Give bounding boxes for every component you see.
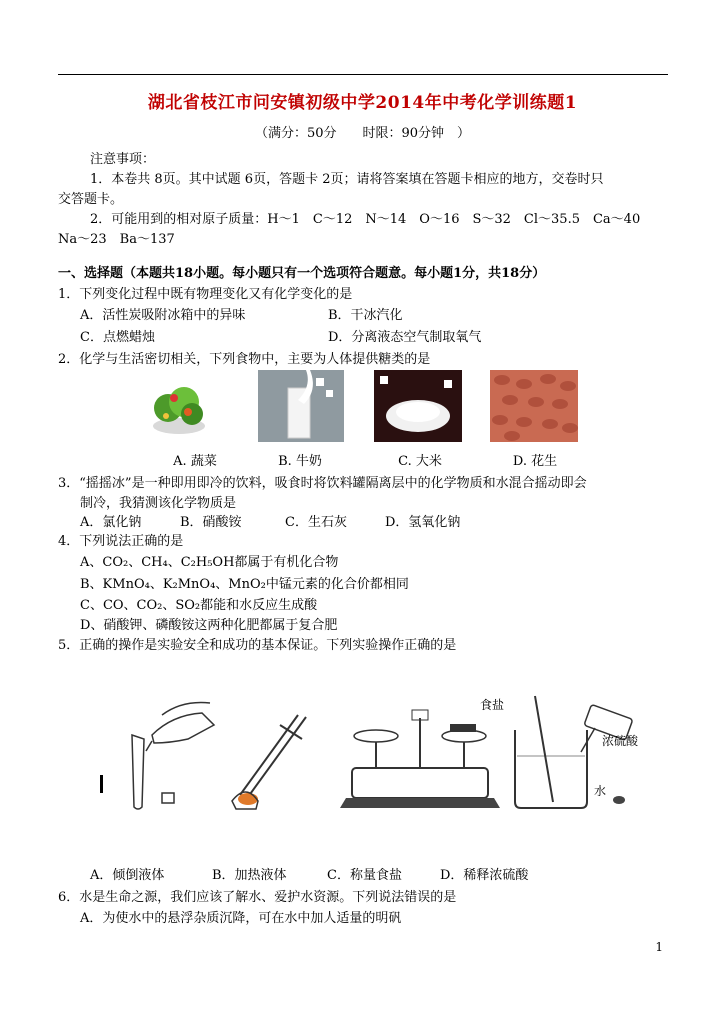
question-stem: 制冷，我猜测该化学物质是 [80, 496, 237, 511]
question-stem: 1．下列变化过程中既有物理变化又有化学变化的是 [58, 287, 353, 302]
notes-heading: 注意事项： [90, 152, 156, 167]
option-a-caption: A. 蔬菜 [173, 454, 217, 469]
option: A．活性炭吸附冰箱中的异味 [80, 308, 246, 323]
option: B．加热液体 [212, 868, 287, 883]
option: D．稀释浓硫酸 [440, 868, 529, 883]
option: A、CO₂、CH₄、C₂H₅OH都属于有机化合物 [80, 555, 339, 570]
acid-label: 浓硫酸 [602, 734, 639, 748]
milk-image [258, 370, 344, 442]
option: C．称量食盐 [327, 868, 402, 883]
page-number: 1 [655, 940, 663, 954]
option: D、硝酸钾、磷酸铵这两种化肥都属于复合肥 [80, 618, 338, 633]
option: B、KMnO₄、K₂MnO₄、MnO₂中锰元素的化合价都相同 [80, 577, 409, 592]
option: A．氯化钠 [80, 515, 142, 530]
notes-line: 2．可能用到的相对原子质量：H～1 C～12 N～14 O～16 S～32 Cl～35.5 Ca～40 [90, 212, 641, 227]
rice-image [374, 370, 462, 442]
option: B．干冰汽化 [328, 308, 403, 323]
notes-line: 1．本卷共 8页。其中试题 6页，答题卡 2页；请将答案填在答题卡相应的地方，交卷时只 [90, 172, 604, 187]
water-label: 水 [594, 784, 607, 798]
peanuts-image [490, 370, 578, 442]
diluting-acid-drawing [505, 690, 645, 812]
option-b-caption: B. 牛奶 [278, 454, 322, 469]
pouring-liquid-drawing [92, 695, 222, 810]
question-stem: 5．正确的操作是实验安全和成功的基本保证。下列实验操作正确的是 [58, 638, 457, 653]
option: D．氢氧化钠 [385, 515, 461, 530]
balance-scale-drawing [340, 708, 500, 810]
option-c-caption: C. 大米 [398, 454, 442, 469]
question-stem: 3．“摇摇冰”是一种即用即冷的饮料，吸食时将饮料罐隔离层中的化学物质和水混合摇动即会 [58, 476, 587, 491]
section-heading: 一、选择题（本题共18小题。每小题只有一个选项符合题意。每小题1分，共18分） [58, 266, 546, 281]
exam-info: （满分：50分 时限：90分钟 ） [254, 126, 471, 141]
option: C．点燃蜡烛 [80, 330, 155, 345]
notes-line: Na～23 Ba～137 [58, 232, 175, 247]
page-title: 湖北省枝江市问安镇初级中学2014年中考化学训练题1 [147, 93, 578, 113]
header-rule [58, 74, 668, 75]
option: A．为使水中的悬浮杂质沉降，可在水中加人适量的明矾 [80, 911, 402, 926]
option: D．分离液态空气制取氧气 [328, 330, 482, 345]
question-stem: 6．水是生命之源，我们应该了解水、爱护水资源。下列说法错误的是 [58, 890, 457, 905]
option: C．生石灰 [285, 515, 347, 530]
option-d-caption: D. 花生 [512, 454, 558, 469]
notes-line: 交答题卡。 [58, 192, 124, 207]
option: B．硝酸铵 [180, 515, 242, 530]
heating-liquid-drawing [220, 705, 315, 810]
question-stem: 2．化学与生活密切相关，下列食物中，主要为人体提供糖类的是 [58, 352, 431, 367]
salt-label: 食盐 [480, 698, 505, 712]
option: A．倾倒液体 [90, 868, 165, 883]
vegetable-salad-image [140, 372, 218, 440]
option: C、CO、CO₂、SO₂都能和水反应生成酸 [80, 598, 318, 613]
question-stem: 4．下列说法正确的是 [58, 534, 184, 549]
